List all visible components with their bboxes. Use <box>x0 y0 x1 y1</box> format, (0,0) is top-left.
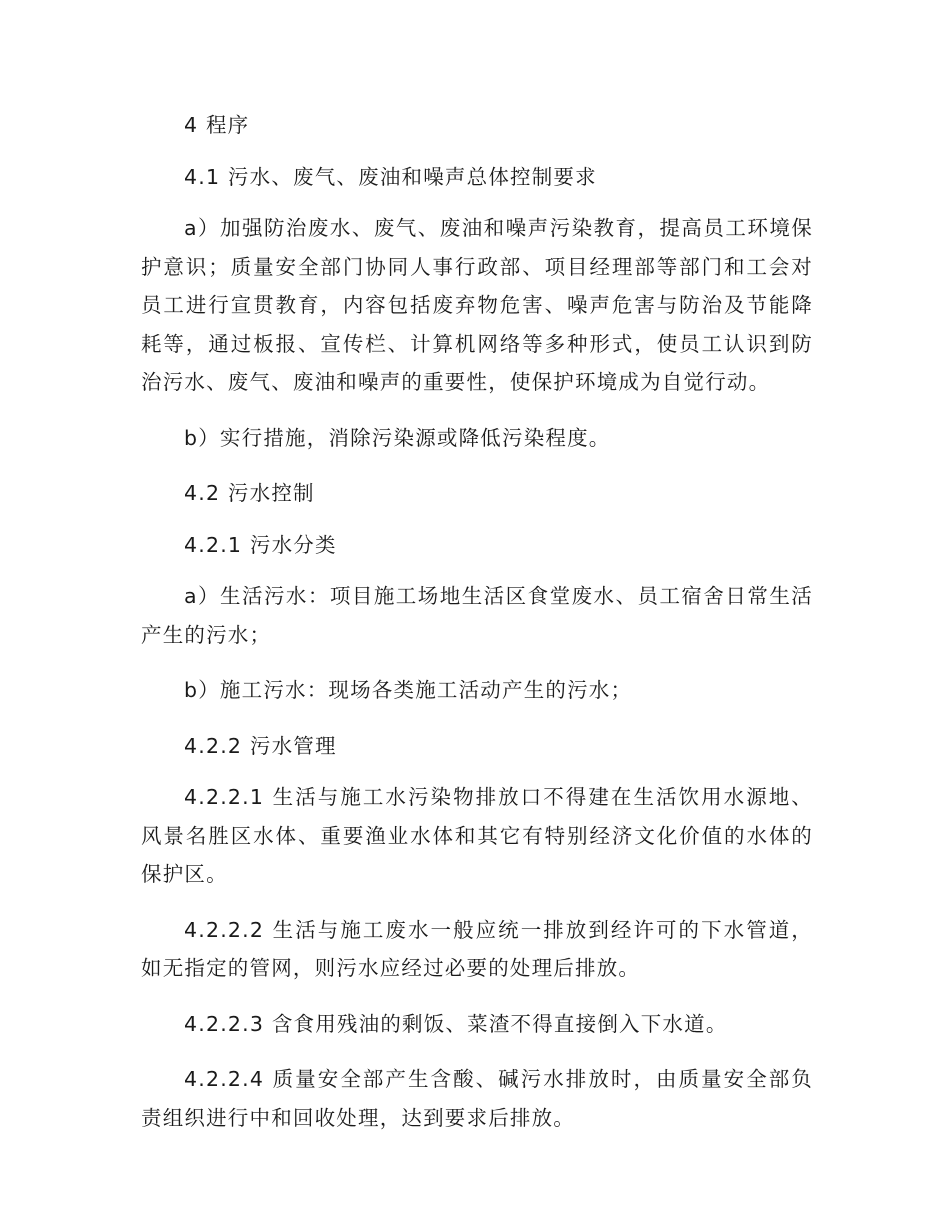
section-heading-sewage-management: 4.2.2 污水管理 <box>184 733 337 758</box>
paragraph-construction-sewage: b）施工污水：现场各类施工活动产生的污水； <box>184 678 633 702</box>
document-body <box>141 106 813 1154</box>
paragraph-discharge: 4.2.2.2 生活与施工废水一般应统一排放到经许可的下水管道，如无指定的管网，则污水应经过必要的处理后排放。 <box>141 917 813 980</box>
section-heading-sewage-classification: 4.2.1 污水分类 <box>184 532 337 557</box>
section-heading-general-control: 4.1 污水、废气、废油和噪声总体控制要求 <box>184 164 597 189</box>
paragraph-outlet-location: 4.2.2.1 生活与施工水污染物排放口不得建在生活饮用水源地、风景名胜区水体、重要渔业水体和其它有特别经济文化价值的水体的保护区。 <box>141 785 813 886</box>
paragraph-domestic-sewage: a）生活污水：项目施工场地生活区食堂废水、员工宿舍日常生活产生的污水； <box>141 584 813 647</box>
paragraph-measures: b）实行措施，消除污染源或降低污染程度。 <box>184 425 611 450</box>
paragraph-acid-alkali: 4.2.2.4 质量安全部产生含酸、碱污水排放时，由质量安全部负责组织进行中和回收处理，达到要求后排放。 <box>141 1067 813 1130</box>
paragraph-food-waste: 4.2.2.3 含食用残油的剩饭、菜渣不得直接倒入下水道。 <box>184 1011 728 1036</box>
section-heading-procedure: 4 程序 <box>184 113 250 137</box>
paragraph-education: a）加强防治废水、废气、废油和噪声污染教育，提高员工环境保护意识；质量安全部门协同人事行政部、项目经理部等部门和工会对员工进行宣贯教育，内容包括废弃物危害、噪声危害与防治及节能降耗等，通过板报、宣传栏、计算机网络等多种形式，使员工认识到防治污水、废气、废油和噪声的重要性，使保护环境成为自觉行动。 <box>141 216 813 394</box>
section-heading-sewage-control: 4.2 污水控制 <box>184 481 315 505</box>
